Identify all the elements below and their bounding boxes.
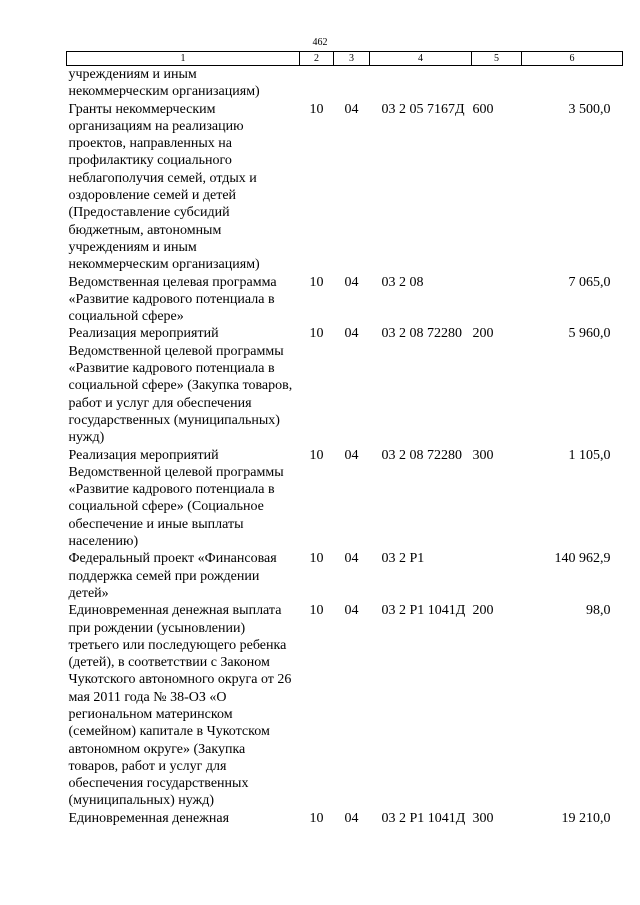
section-code: 10 (309, 810, 324, 826)
target-article-code: 03 2 08 72280 (381, 326, 462, 342)
header-col-5: 5 (472, 52, 522, 66)
header-col-3: 3 (334, 52, 370, 66)
amount: 19 210,0 (561, 810, 611, 826)
section-code: 10 (309, 603, 324, 619)
section-code: 10 (309, 274, 324, 290)
page-number: 462 (312, 37, 328, 48)
target-article-code: 03 2 05 7167Д (381, 101, 465, 117)
expense-type-code: 200 (472, 603, 494, 619)
expense-type-code: 600 (472, 101, 494, 117)
subsection-code: 04 (344, 603, 359, 619)
amount (522, 66, 623, 101)
section-code: 10 (309, 447, 324, 463)
item-name: Реализация мероприятий Ведомственной целевой программы «Развитие кадрового потенциала в социальной сфере» (Закупка товаров, работ и услуг для обеспечения государственных (муниципальных) нужд) (68, 326, 293, 446)
amount: 98,0 (586, 603, 611, 619)
table-row (67, 550, 623, 602)
subsection-code: 04 (344, 810, 359, 826)
header-col-6: 6 (522, 52, 623, 66)
header-col-4: 4 (370, 52, 472, 66)
item-name: Единовременная денежная выплата при рождении (усыновлении) третьего или последующего ребенка (детей), в соответствии с Законом Чукотского автономного округа от 26 мая 2011 года № 38-ОЗ «О региональном материнском (семейном) капитале в Чукотском автономном округе» (Закупка товаров, работ и услуг для обеспечения государственных (муниципальных) нужд) (68, 603, 292, 809)
budget-table (66, 51, 623, 827)
table-row (67, 447, 623, 551)
amount: 5 960,0 (568, 326, 611, 342)
section-code (300, 66, 334, 101)
subsection-code: 04 (344, 326, 359, 342)
section-code: 10 (309, 101, 324, 117)
subsection-code: 04 (344, 551, 359, 567)
header-col-1: 1 (67, 52, 300, 66)
subsection-code: 04 (344, 447, 359, 463)
item-name: Реализация мероприятий Ведомственной целевой программы «Развитие кадрового потенциала в социальной сфере» (Социальное обеспечение и иные выплаты населению) (68, 447, 284, 550)
subsection-code: 04 (344, 101, 359, 117)
item-name: учреждениям и иным некоммерческим организациям) (68, 67, 260, 100)
section-code: 10 (309, 326, 324, 342)
table-row (67, 810, 623, 827)
header-col-2: 2 (300, 52, 334, 66)
expense-type-code (472, 274, 522, 326)
target-article-code (370, 66, 472, 101)
header-row (67, 52, 623, 66)
subsection-code (334, 66, 370, 101)
expense-type-code: 300 (472, 447, 494, 463)
table-row (67, 101, 623, 274)
section-code: 10 (309, 551, 324, 567)
amount: 1 105,0 (568, 447, 611, 463)
table-row (67, 602, 623, 810)
target-article-code: 03 2 08 72280 (381, 447, 462, 463)
item-name: Гранты некоммерческим организациям на реализацию проектов, направленных на профилактику социального неблагополучия семей, отдых и оздоровление семей и детей (Предоставление субсидий бюджетным, автономным учреждениям и иным некоммерческим организациям) (68, 101, 260, 273)
table-row (67, 274, 623, 326)
table-row (67, 325, 623, 446)
item-name: Ведомственная целевая программа «Развитие кадрового потенциала в социальной сфере» (68, 274, 277, 325)
expense-type-code (472, 66, 522, 101)
subsection-code: 04 (344, 274, 359, 290)
target-article-code: 03 2 P1 1041Д (381, 603, 466, 619)
target-article-code: 03 2 P1 (381, 551, 425, 567)
amount: 3 500,0 (568, 101, 611, 117)
table-row (67, 66, 623, 101)
target-article-code: 03 2 08 (381, 274, 424, 290)
expense-type-code: 300 (472, 810, 494, 826)
target-article-code: 03 2 P1 1041Д (381, 810, 466, 826)
amount: 7 065,0 (568, 274, 611, 290)
expense-type-code (472, 550, 522, 602)
item-name: Единовременная денежная (68, 810, 230, 826)
expense-type-code: 200 (472, 326, 494, 342)
item-name: Федеральный проект «Финансовая поддержка семей при рождении детей» (68, 551, 277, 601)
amount: 140 962,9 (554, 551, 611, 567)
